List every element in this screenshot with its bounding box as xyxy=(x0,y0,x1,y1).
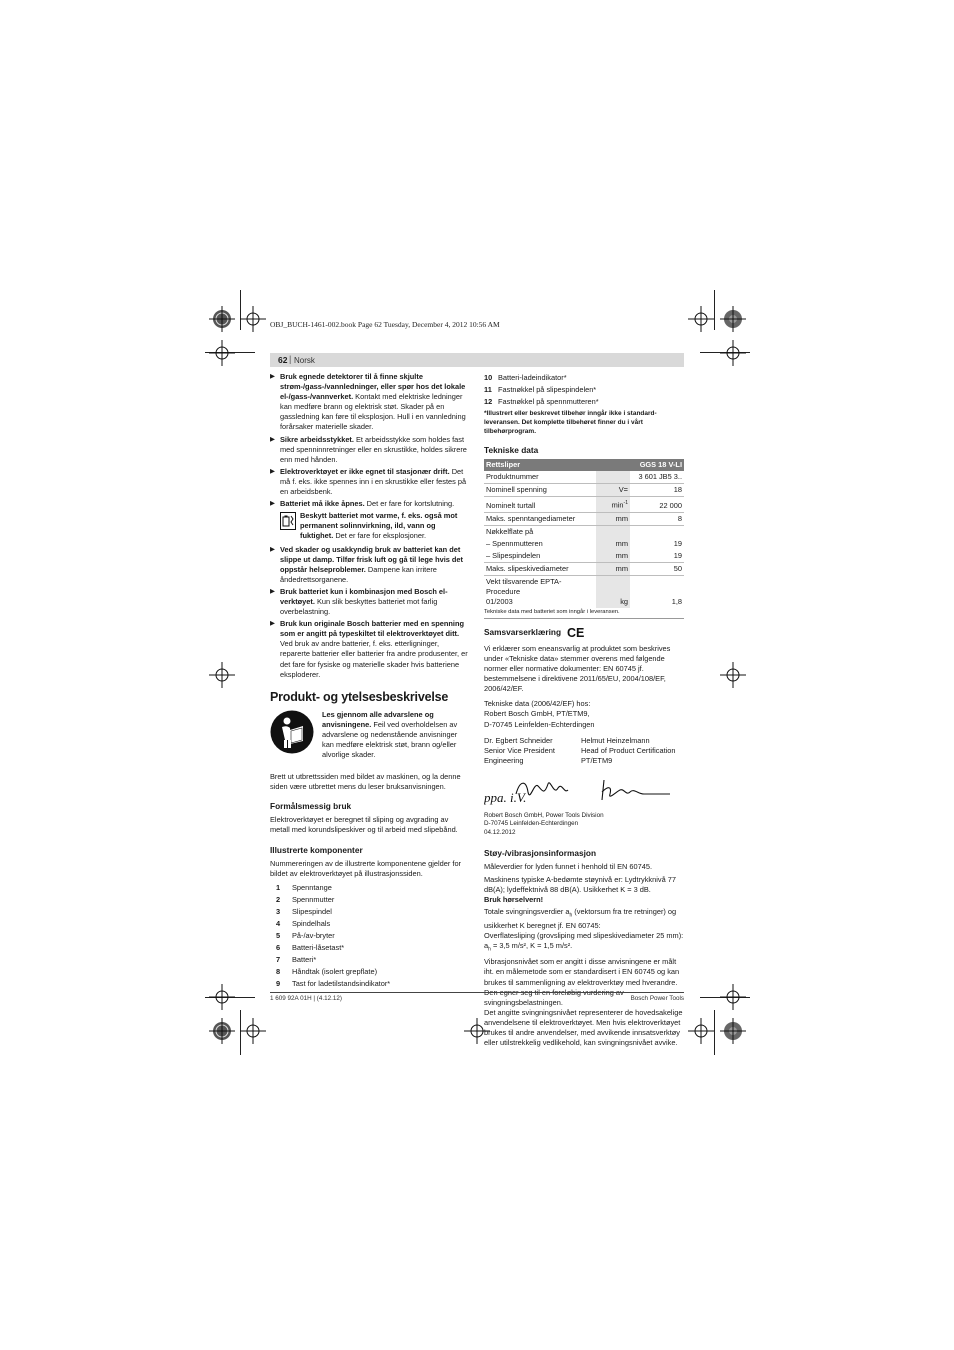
vibration-total: Totale svingningsverdier $a_h$ (vektorsum fra tre retninger) og usikkerhet K beregnet jf. EN 60745: xyxy=(484,907,677,930)
table-header-row: Rettsliper GGS 18 V-LI xyxy=(486,460,682,470)
table-note: Tekniske data med batteriet som inngår i leveransen. xyxy=(484,609,684,619)
safety-item: ▶ Sikre arbeidsstykket. Et arbeidsstykke som holdes fast med spenninnretninger eller en skrustikke, holdes sikrere enn med hånden. xyxy=(270,434,467,464)
vibration-paragraph: Vibrasjonsnivået som er angitt i disse anvisningene er målt iht. en målemetode som er standardisert i EN 60745 og kan brukes til sammenligning av elektroverktøy med hverandre. svingningsbelastningen. xyxy=(484,957,680,1007)
safety-item: ▶ Bruk batteriet kun i kombinasjon med Bosch el-verktøyet. Kun slik beskyttes batteriet mot farlig overbelastning. xyxy=(270,586,448,617)
list-item: 3 Slipespindel xyxy=(276,906,332,916)
tech-data-table xyxy=(484,459,684,607)
vibration-paragraph: Det angitte svingningsnivået representerer de hovedsakelige anvendelsene til elektroverktøyet. Men hvis elektroverktøyet brukes til andre anvendelser, med avvikende innsatsverktøy eller utilstrekkelig vedlikehold, kan svingningsnivået avvike. xyxy=(484,1007,683,1048)
list-item: 6 Batteri-låsetast* xyxy=(276,942,345,952)
components-title: Illustrerte komponenter xyxy=(270,844,363,855)
registration-mark-icon xyxy=(720,1018,746,1044)
tech-file-address: Tekniske data (2006/42/EF) hos: Robert Bosch GmbH, PT/ETM9, D-70745 Leinfelden-Echterdingen xyxy=(484,699,595,729)
crop-line xyxy=(714,1010,715,1055)
crosshair-icon xyxy=(240,306,266,332)
bullet-triangle-icon: ▶ xyxy=(270,587,275,595)
table-row: Maks. spenntangediameter mm 8 xyxy=(484,512,684,525)
section-title: Produkt- og ytelsesbeskrivelse xyxy=(270,689,449,704)
list-item: 10 Batteri-ladeindikator* xyxy=(484,373,567,382)
vibration-surface-grinding: Overflatesliping (grovsliping med slipeskivediameter 25 mm): $a_h = 3,5$ m/s², K = 1,5 m/s². xyxy=(484,930,684,953)
tech-data-title: Tekniske data xyxy=(484,445,539,456)
table-row: – Spennmutteren mm 19 xyxy=(486,538,682,548)
header-separator: | xyxy=(289,354,292,364)
crosshair-icon xyxy=(688,1018,714,1044)
fold-out-text: Brett ut utbrettssiden med bildet av maskinen, og la denne siden være utbrettet mens du leser bruksanvisningen. xyxy=(270,772,461,792)
noise-title: Støy-/vibrasjonsinformasjon xyxy=(484,847,597,858)
safety-item: ▶ Bruk egnede detektorer til å finne skjulte strøm-/gass-/vannledninger, eller spør hos det lokale el-/gass-/vannverket. Kontakt med elektriske ledninger kan medføre brann og elektrisk støt. Skader på en gassledning kan føre til eksplosjon. Hull i en vannledning forårsaker materielle skader. xyxy=(270,372,466,432)
manual-warning: Les gjennom alle advarslene og anvisningene. Feil ved overholdelsen av advarslene og nedenstående anvisninger kan medføre elektrisk støt, brann og/eller alvorlige skader. xyxy=(270,710,468,760)
conformity-text: Vi erklærer som eneansvarlig at produktet som beskrives under «Tekniske data» stemmer overens med følgende normer eller normative dokumenter: EN 60745 jf. bestemmelsene i direktivene 2011/65/EU, 2004/108/EF, 2006/42/EF. xyxy=(484,643,671,694)
table-row: Vekt tilsvarende EPTA-Procedure 01/2003 kg 1,8 xyxy=(486,576,682,606)
registration-mark-icon xyxy=(209,306,235,332)
bullet-triangle-icon: ▶ xyxy=(270,620,275,628)
page-header-band xyxy=(270,353,684,367)
signatories xyxy=(484,736,684,766)
footer-brand: Bosch Power Tools xyxy=(630,995,684,1002)
intended-use-title: Formålsmessig bruk xyxy=(270,801,352,812)
intended-use-text: Elektroverktøyet er beregnet til sliping og avgrading av metall med korundslipeskiver og til arbeid med slipebånd. xyxy=(270,815,458,835)
noise-intro: Måleverdier for lyden funnet i henhold til EN 60745. xyxy=(484,861,653,871)
list-item: 1 Spenntange xyxy=(276,882,332,892)
noise-values: Maskinens typiske A-bedømte støynivå er: Lydtrykknivå 77 dB(A); lydeffektnivå 88 dB(A). Usikkerhet K = 3 dB. xyxy=(484,874,676,894)
safety-item: ▶ Bruk kun originale Bosch batterier med en spenning som er angitt på typeskiltet til elektroverktøyet ditt. Ved bruk av andre batterier, f. eks. etterligninger, reparerte batterier eller batterier fra andre produsenter, er det fare for fysiske og materielle skader hvis batteriene eksploderer. xyxy=(270,619,468,679)
table-row: Nøkkelflate på xyxy=(484,525,684,538)
crop-line xyxy=(714,290,715,330)
issuer: Robert Bosch GmbH, Power Tools Division D-70745 Leinfelden-Echterdingen 04.12.2012 xyxy=(484,811,604,837)
table-row: Produktnummer 3 601 JB5 3.. xyxy=(484,471,684,484)
page-number: 62 xyxy=(278,355,288,365)
crosshair-icon xyxy=(720,984,746,1010)
safety-item: ▶ Ved skader og usakkyndig bruk av batteriet kan det slippe ut damp. Tilfør frisk luft og gå til lege hvis det oppstår helseproblemer. Dampene kan irritere åndedrettsorganene. xyxy=(270,544,464,584)
bullet-triangle-icon: ▶ xyxy=(270,500,275,508)
page-language: Norsk xyxy=(294,355,315,365)
table-row: Nominelt turtall $\min^{-1}$ 22 000 xyxy=(484,497,684,512)
list-item: 12 Fastnøkkel på spennmutteren* xyxy=(484,396,599,406)
footer-rule xyxy=(270,992,684,993)
ce-mark-icon xyxy=(567,626,585,640)
list-item: 11 Fastnøkkel på slipespindelen* xyxy=(484,384,597,394)
registration-mark-icon xyxy=(209,1018,235,1044)
list-item: 4 Spindelhals xyxy=(276,918,331,928)
crosshair-icon xyxy=(209,662,235,688)
list-item: 9 Tast for ladetilstandsindikator* xyxy=(276,978,391,988)
svg-text:CE: CE xyxy=(567,625,585,638)
hearing-protection: Bruk hørselvern! xyxy=(484,894,544,904)
right-column xyxy=(484,372,684,1048)
table-row: Nominell spenning V= 18 xyxy=(484,484,684,497)
signatory: Helmut Heinzelmann Head of Product Certification PT/ETM9 xyxy=(581,735,676,765)
components-list xyxy=(270,882,468,990)
bullet-triangle-icon: ▶ xyxy=(270,545,275,553)
left-column xyxy=(270,372,468,990)
crosshair-icon xyxy=(688,306,714,332)
list-item: 2 Spennmutter xyxy=(276,894,335,904)
safety-item: ▶ Elektroverktøyet er ikke egnet til stasjonær drift. Det må f. eks. ikke spennes inn i en skrustikke eller festes på en arbeidsbenk. xyxy=(270,466,467,497)
list-item: 7 Batteri* xyxy=(276,954,317,964)
svg-text:ppa. i.V.: ppa. i.V. xyxy=(484,789,527,805)
crosshair-icon xyxy=(240,1018,266,1044)
crosshair-icon xyxy=(720,340,746,366)
signatory: Dr. Egbert Schneider Senior Vice President Engineering xyxy=(484,735,555,765)
battery-heat-warning-icon xyxy=(280,512,296,530)
bullet-triangle-icon: ▶ xyxy=(270,435,275,443)
heat-warning: Beskytt batteriet mot varme, f. eks. også mot permanent solinnvirkning, ild, vann og fuktighet. Det er fare for eksplosjoner. xyxy=(280,511,468,541)
safety-item: ▶ Batteriet må ikke åpnes. Det er fare for kortslutning. xyxy=(270,499,455,509)
crosshair-icon xyxy=(209,340,235,366)
bullet-triangle-icon: ▶ xyxy=(270,373,275,380)
list-item: 8 Håndtak (isolert grepflate) xyxy=(276,966,378,976)
registration-mark-icon xyxy=(720,306,746,332)
components-intro: Nummereringen av de illustrerte komponentene gjelder for bildet av elektroverktøyet på illustrasjonssiden. xyxy=(270,858,462,878)
table-row: Maks. slipeskivediameter mm 50 xyxy=(484,562,684,575)
table-row: – Slipespindelen mm 19 xyxy=(484,550,684,563)
accessory-note: *Illustrert eller beskrevet tilbehør inngår ikke i standard-leveransen. Det komplette tilbehøret finner du i vårt tilbehørprogram. xyxy=(484,410,657,436)
footer-doc-number: 1 609 92A 01H | (4.12.12) xyxy=(270,995,343,1002)
bullet-triangle-icon: ▶ xyxy=(270,467,275,475)
crosshair-icon xyxy=(720,662,746,688)
file-header: OBJ_BUCH-1461-002.book Page 62 Tuesday, December 4, 2012 10:56 AM xyxy=(270,320,500,329)
conformity-title: Samsvarserklæring CE xyxy=(484,625,585,638)
signature-image xyxy=(484,772,684,808)
list-item: 5 På-/av-bryter xyxy=(276,930,335,940)
crosshair-icon xyxy=(209,984,235,1010)
read-manual-icon xyxy=(270,710,314,754)
